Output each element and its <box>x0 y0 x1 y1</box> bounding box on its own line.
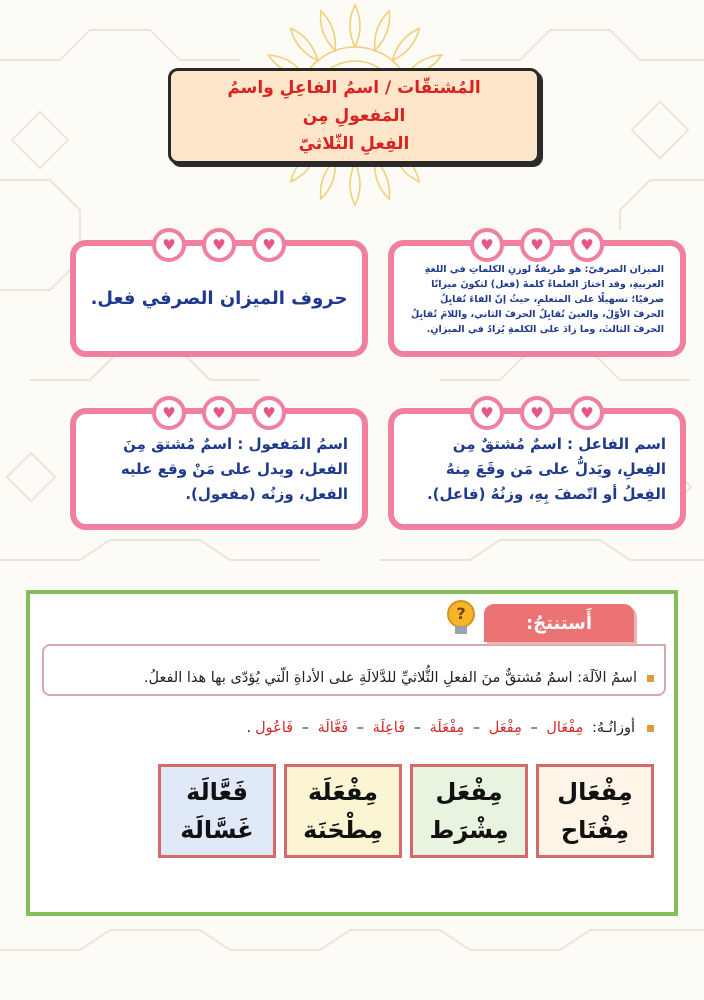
conclusion-point-forms <box>244 720 654 736</box>
conclusion-point-definition <box>144 670 654 686</box>
examples-row <box>158 764 654 858</box>
heart-icon: ♥ <box>202 228 236 262</box>
lightbulb-question-icon <box>444 598 478 644</box>
example-box <box>158 764 276 858</box>
example-wazn: فَعَّالَة <box>186 778 248 806</box>
example-word: غَسَّالَة <box>180 816 254 844</box>
card-hearts <box>76 396 362 430</box>
form-separator: – <box>413 720 422 736</box>
form-item: فَعَّالَة <box>317 720 349 736</box>
forms-prefix: أوزانُـهُ: <box>591 720 635 736</box>
wazn-letters-text: حروف الميزان الصرفي فعل. <box>90 288 348 309</box>
lesson-title-line1: المُشتقّات / اسمُ الفاعِلِ واسمُ المَفعولِ مِن <box>227 78 481 126</box>
wazn-definition-card <box>388 235 686 357</box>
heart-icon: ♥ <box>202 396 236 430</box>
ism-fail-card <box>388 403 686 530</box>
heart-icon: ♥ <box>252 228 286 262</box>
wazn-definition-text: الميزان الصرفيّ: هو طريقةٌ لوزنِ الكلماتِ في اللغةِ العربيةِ، وقد اختارَ العلماءُ كلمةَ (فعل) لتكونَ ميزانًا صرفيًا؛ تسهيلًا على المتعلمِ، حيثُ إنّ الفاءَ تُقابِلُ الحرفَ الأوّلَ، والعينَ تُقابِلُ الحرفَ الثاني، واللامَ تُقابِلُ الحرفَ الثالثَ، وما زادَ على الكلمةِ يُزادُ في الميزانِ. <box>411 264 664 335</box>
example-word: مِشْرَط <box>429 816 509 844</box>
example-wazn: مِفْعَلَة <box>307 778 379 806</box>
form-separator: – <box>356 720 364 736</box>
wazn-letters-card <box>70 235 368 357</box>
heart-icon: ♥ <box>152 396 186 430</box>
example-box <box>536 764 654 858</box>
svg-text:?: ? <box>456 604 466 623</box>
form-separator: – <box>301 720 309 736</box>
example-wazn: مِفْعَال <box>557 778 633 806</box>
lesson-title <box>171 74 537 158</box>
form-item: فَاعُول <box>255 720 294 736</box>
form-separator: – <box>530 720 538 736</box>
form-item: مِفْعَل <box>488 720 522 736</box>
bullet-icon <box>647 675 654 682</box>
ism-fail-text: اسم الفاعل : اسمٌ مُشتقٌ مِن الفِعلِ، ويَدلُّ على مَن وقَعَ مِنهُ الفِعلُ أو اتّصفَ بِهِ، وزنُهُ (فاعل). <box>426 434 666 503</box>
lesson-title-line2: الفِعلِ الثّلاثيّ <box>298 134 410 154</box>
ism-mafool-text: اسمُ المَفعول : اسمٌ مُشتق مِنَ الفعل، ويدل على مَنْ وقع عليه الفعل، وزنُه (مفعول). <box>120 434 348 503</box>
example-wazn: مِفْعَل <box>435 778 503 806</box>
card-hearts <box>394 228 680 262</box>
example-word: مِطْحَنَة <box>303 816 383 844</box>
form-item: مِفْعَال <box>546 720 584 736</box>
heart-icon: ♥ <box>520 228 554 262</box>
heart-icon: ♥ <box>570 396 604 430</box>
example-box <box>410 764 528 858</box>
ism-mafool-card <box>70 403 368 530</box>
forms-list: أوزانُـهُ: مِفْعَال – مِفْعَل – مِفْعَلَة – فَاعِلَة – فَعَّالَة – فَاعُول. <box>246 720 635 736</box>
card-hearts <box>394 396 680 430</box>
form-item: مِفْعَلَة <box>429 720 465 736</box>
conclusion-section <box>26 590 678 916</box>
heart-icon: ♥ <box>470 396 504 430</box>
heart-icon: ♥ <box>570 228 604 262</box>
heart-icon: ♥ <box>520 396 554 430</box>
conclusion-tab: أَستنتجُ: <box>484 604 634 642</box>
lesson-title-box <box>168 68 540 164</box>
form-separator: – <box>472 720 481 736</box>
heart-icon: ♥ <box>470 228 504 262</box>
example-word: مِفْتَاح <box>560 816 630 844</box>
card-hearts <box>76 228 362 262</box>
heart-icon: ♥ <box>252 396 286 430</box>
bullet-icon <box>647 725 654 732</box>
heart-icon: ♥ <box>152 228 186 262</box>
form-item: فَاعِلَة <box>372 720 406 736</box>
conclusion-point1-text: اسمُ الآلَة: اسمٌ مُشتقٌّ منَ الفعلِ الثُّلاثيِّ للدَّلالَةِ على الأداةِ الّتي يُؤدّى بها هذا الفعلُ. <box>143 670 637 686</box>
example-box <box>284 764 402 858</box>
